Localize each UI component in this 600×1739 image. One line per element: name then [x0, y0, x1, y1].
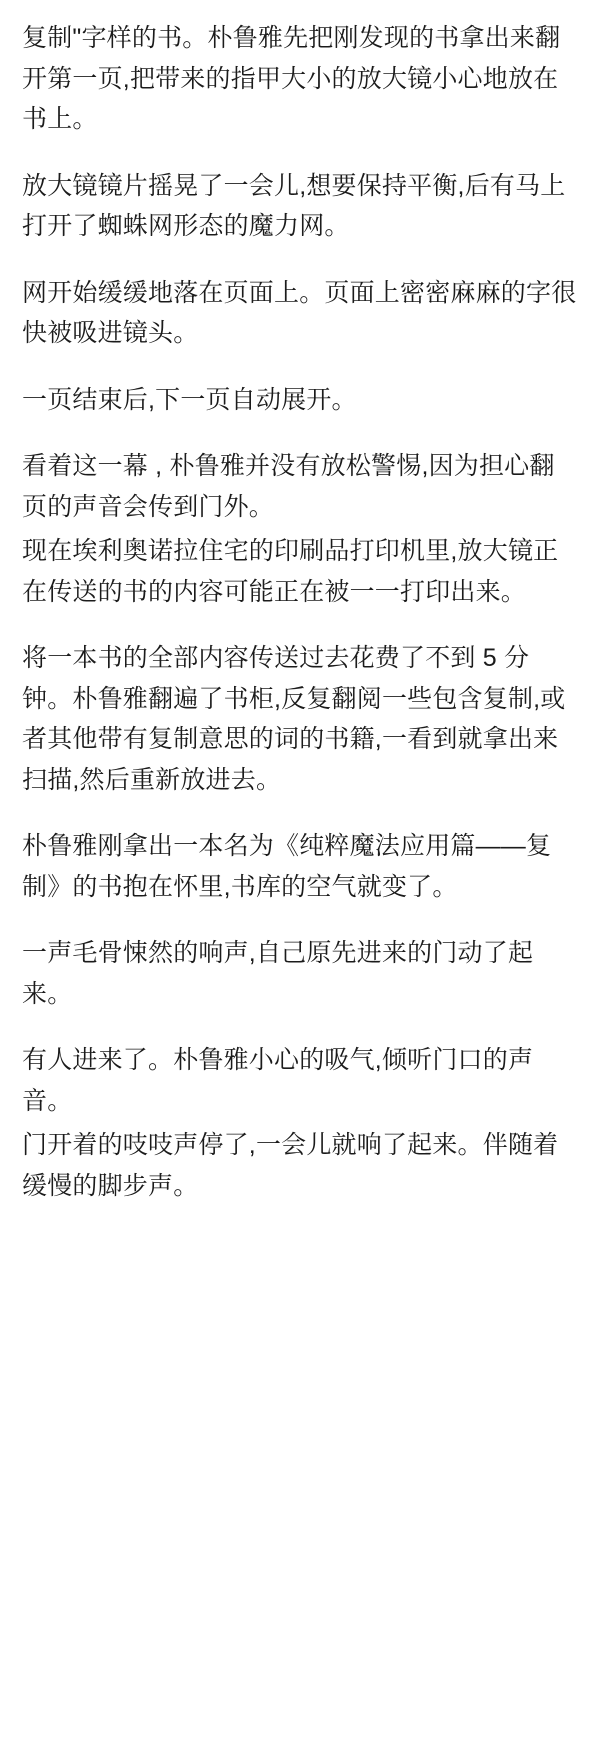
paragraph: 放大镜镜片摇晃了一会儿,想要保持平衡,后有马上打开了蜘蛛网形态的魔力网。 — [22, 171, 566, 240]
paragraph: 网开始缓缓地落在页面上。页面上密密麻麻的字很快被吸进镜头。 — [22, 278, 577, 347]
paragraph: 复制"字样的书。朴鲁雅先把刚发现的书拿出来翻开第一页,把带来的指甲大小的放大镜小心地放在书上。 — [22, 24, 561, 133]
paragraph: 朴鲁雅刚拿出一本名为《纯粹魔法应用篇——复制》的书抱在怀里,书库的空气就变了。 — [22, 832, 552, 901]
paragraph: 看着这一幕 , 朴鲁雅并没有放松警惕,因为担心翻页的声音会传到门外。 — [22, 452, 555, 521]
paragraph: 一页结束后,下一页自动展开。 — [22, 385, 357, 414]
paragraph: 现在埃利奥诺拉住宅的印刷品打印机里,放大镜正在传送的书的内容可能正在被一一打印出来。 — [22, 537, 559, 606]
paragraph: 有人进来了。朴鲁雅小心的吸气,倾听门口的声音。 — [22, 1046, 534, 1115]
paragraph: 门开着的吱吱声停了,一会儿就响了起来。伴随着缓慢的脚步声。 — [22, 1131, 559, 1200]
paragraph: 一声毛骨悚然的响声,自己原先进来的门动了起来。 — [22, 939, 534, 1008]
paragraph: 将一本书的全部内容传送过去花费了不到 5 分钟。朴鲁雅翻遍了书柜,反复翻阅一些包含复制,或者其他带有复制意思的词的书籍,一看到就拿出来扫描,然后重新放进去。 — [22, 644, 566, 794]
